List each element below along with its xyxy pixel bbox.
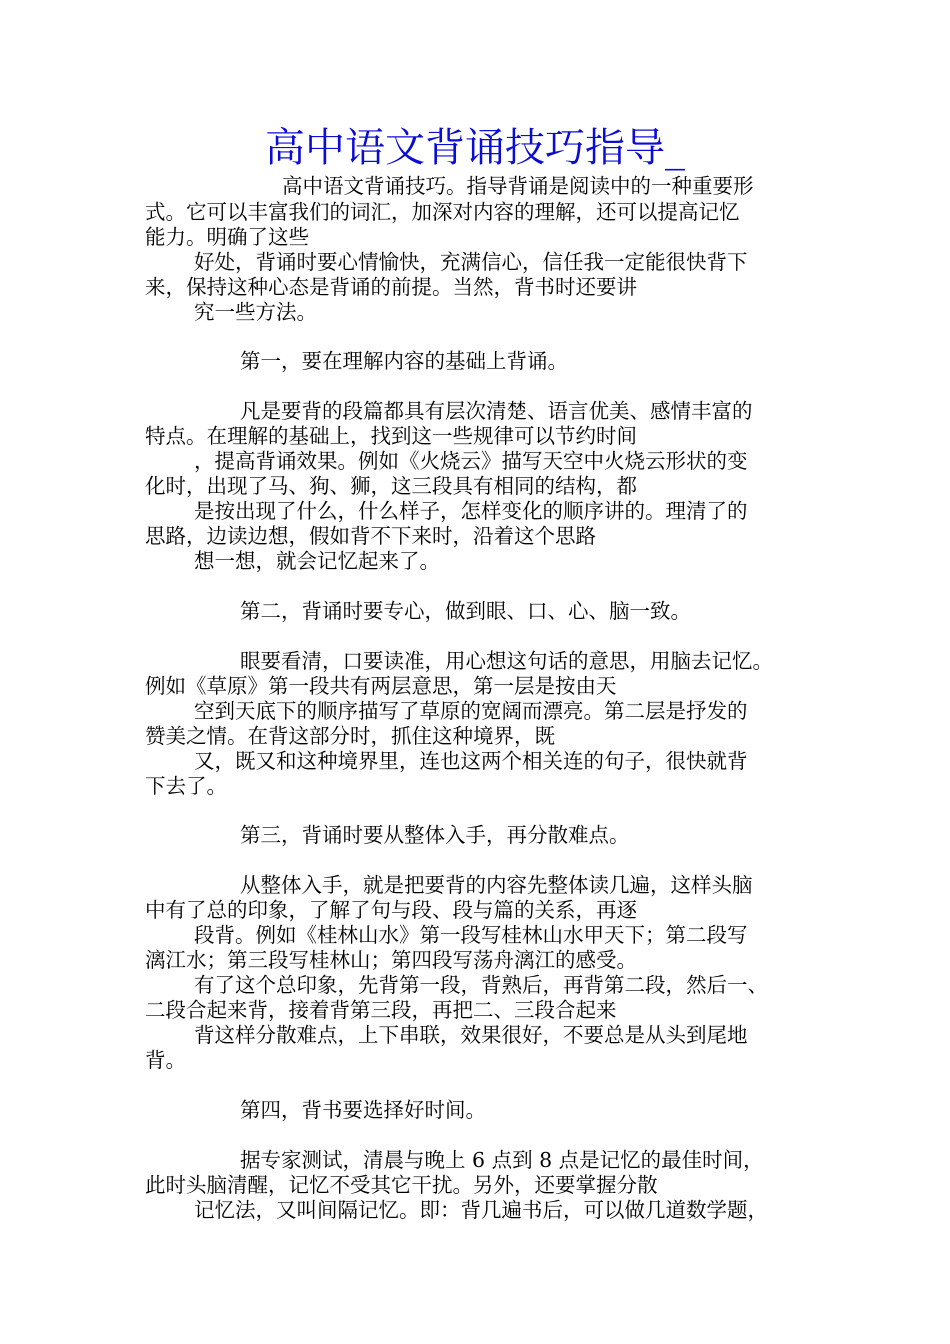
text-line: 记忆法，又叫间隔记忆。即：背几遍书后，可以做几道数学题，: [194, 1198, 768, 1222]
text-line: 来，保持这种心态是背诵的前提。当然，背书时还要讲: [145, 275, 637, 299]
text-line: 眼要看清，口要读准，用心想这句话的意思，用脑去记忆。: [240, 649, 773, 673]
text-line: 例如《草原》第一段共有两层意思，第一层是按由天: [145, 674, 617, 698]
section-heading: 第二，背诵时要专心，做到眼、口、心、脑一致。: [240, 599, 691, 623]
text-line: 背这样分散难点，上下串联，效果很好，不要总是从头到尾地: [194, 1023, 748, 1047]
text-line: 凡是要背的段篇都具有层次清楚、语言优美、感情丰富的: [240, 399, 753, 423]
text-line: 背。: [145, 1048, 186, 1072]
text-line: 思路，边读边想，假如背不下来时，沿着这个思路: [145, 524, 596, 548]
text-line: 式。它可以丰富我们的词汇，加深对内容的理解，还可以提高记忆: [145, 200, 740, 224]
text-line: 有了这个总印象，先背第一段，背熟后，再背第二段，然后一、: [194, 973, 768, 997]
text-line: ，提高背诵效果。例如《火烧云》描写天空中火烧云形状的变: [194, 449, 748, 473]
text-line: 下去了。: [145, 774, 227, 798]
text-line: 赞美之情。在背这部分时，抓住这种境界，既: [145, 724, 555, 748]
text-line: 好处，背诵时要心情愉快，充满信心，信任我一定能很快背下: [194, 250, 748, 274]
section-heading: 第四，背书要选择好时间。: [240, 1098, 486, 1122]
text-line: 能力。明确了这些: [145, 225, 309, 249]
section-heading: 第一，要在理解内容的基础上背诵。: [240, 349, 568, 373]
section-heading: 第三，背诵时要从整体入手，再分散难点。: [240, 823, 630, 847]
text-line: 究一些方法。: [194, 300, 317, 324]
text-line: 又，既又和这种境界里，连也这两个相关连的句子，很快就背: [194, 749, 748, 773]
text-line: 从整体入手，就是把要背的内容先整体读几遍，这样头脑: [240, 873, 753, 897]
text-line: 高中语文背诵技巧。指导背诵是阅读中的一种重要形: [282, 174, 754, 198]
text-line: 特点。在理解的基础上，找到这一些规律可以节约时间: [145, 424, 637, 448]
text-line: 此时头脑清醒，记忆不受其它干扰。另外，还要掌握分散: [145, 1173, 658, 1197]
text-line: 化时，出现了马、狗、狮，这三段具有相同的结构，都: [145, 474, 637, 498]
text-line: 据专家测试，清晨与晚上 6 点到 8 点是记忆的最佳时间，: [240, 1148, 764, 1172]
text-line: 空到天底下的顺序描写了草原的宽阔而漂亮。第二层是抒发的: [194, 699, 748, 723]
text-line: 漓江水；第三段写桂林山；第四段写荡舟漓江的感受。: [145, 948, 637, 972]
text-line: 二段合起来背，接着背第三段，再把二、三段合起来: [145, 998, 617, 1022]
text-line: 段背。例如《桂林山水》第一段写桂林山水甲天下；第二段写: [194, 923, 748, 947]
text-line: 是按出现了什么，什么样子，怎样变化的顺序讲的。理清了的: [194, 499, 748, 523]
text-line: 中有了总的印象，了解了句与段、段与篇的关系，再逐: [145, 898, 637, 922]
text-line: 想一想，就会记忆起来了。: [194, 549, 440, 573]
document-title: 高中语文背诵技巧指导_: [265, 125, 685, 171]
